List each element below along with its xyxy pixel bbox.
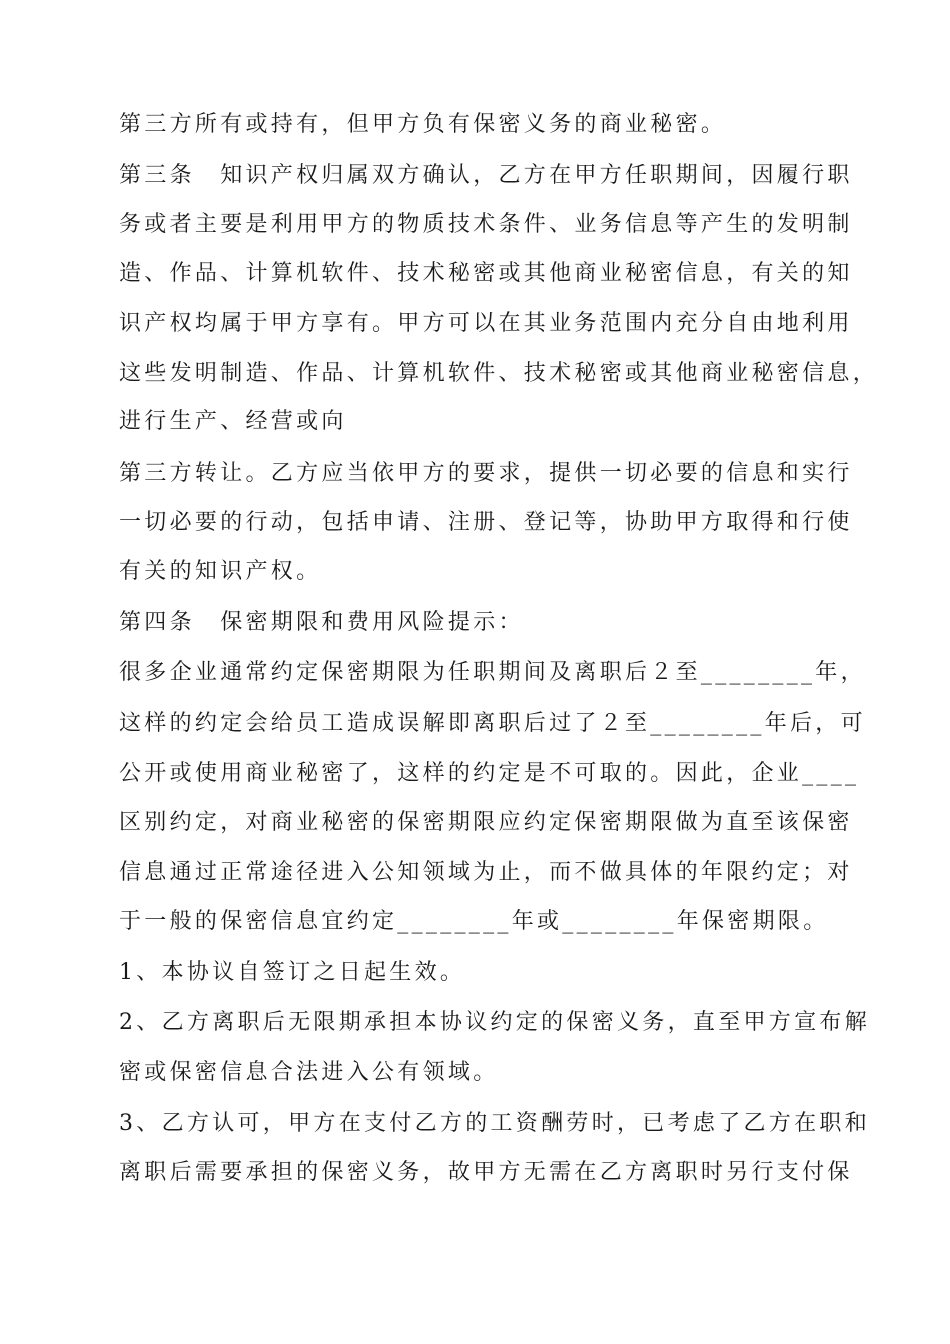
text-line: 有关的知识产权。 [119, 559, 322, 584]
text-line: 于一般的保密信息宜约定________年或________年保密期限。 [119, 909, 829, 934]
text-line: 第三条 知识产权归属双方确认，乙方在甲方任职期间，因履行职 [119, 163, 853, 188]
text-line: 这些发明制造、作品、计算机软件、技术秘密或其他商业秘密信息， [119, 361, 879, 386]
text-line: 很多企业通常约定保密期限为任职期间及离职后２至________年， [119, 660, 866, 685]
text-line: 离职后需要承担的保密义务，故甲方无需在乙方离职时另行支付保 [119, 1160, 853, 1185]
text-line: 公开或使用商业秘密了，这样的约定是不可取的。因此，企业____ [119, 761, 860, 786]
text-line: 第三方转让。乙方应当依甲方的要求，提供一切必要的信息和实行 [119, 461, 853, 486]
text-line: 3、乙方认可，甲方在支付乙方的工资酬劳时，已考虑了乙方在职和 [119, 1111, 870, 1136]
text-line: 务或者主要是利用甲方的物质技术条件、业务信息等产生的发明制 [119, 212, 853, 237]
text-line: 第四条 保密期限和费用风险提示： [119, 610, 524, 635]
text-line: 这样的约定会给员工造成误解即离职后过了２至________年后，可 [119, 711, 866, 736]
text-line: 进行生产、经营或向 [119, 409, 347, 434]
text-line: 一切必要的行动，包括申请、注册、登记等，协助甲方取得和行使 [119, 510, 853, 535]
text-line: 识产权均属于甲方享有。甲方可以在其业务范围内充分自由地利用 [119, 311, 853, 336]
text-line: 2、乙方离职后无限期承担本协议约定的保密义务，直至甲方宣布解 [119, 1010, 870, 1035]
text-line: 造、作品、计算机软件、技术秘密或其他商业秘密信息，有关的知 [119, 261, 853, 286]
text-line: 区别约定，对商业秘密的保密期限应约定保密期限做为直至该保密 [119, 810, 853, 835]
text-line: 密或保密信息合法进入公有领域。 [119, 1060, 499, 1085]
text-line: 信息通过正常途径进入公知领域为止，而不做具体的年限约定；对 [119, 860, 853, 885]
text-line: 第三方所有或持有，但甲方负有保密义务的商业秘密。 [119, 112, 727, 137]
text-line: 1、本协议自签订之日起生效。 [119, 960, 466, 985]
